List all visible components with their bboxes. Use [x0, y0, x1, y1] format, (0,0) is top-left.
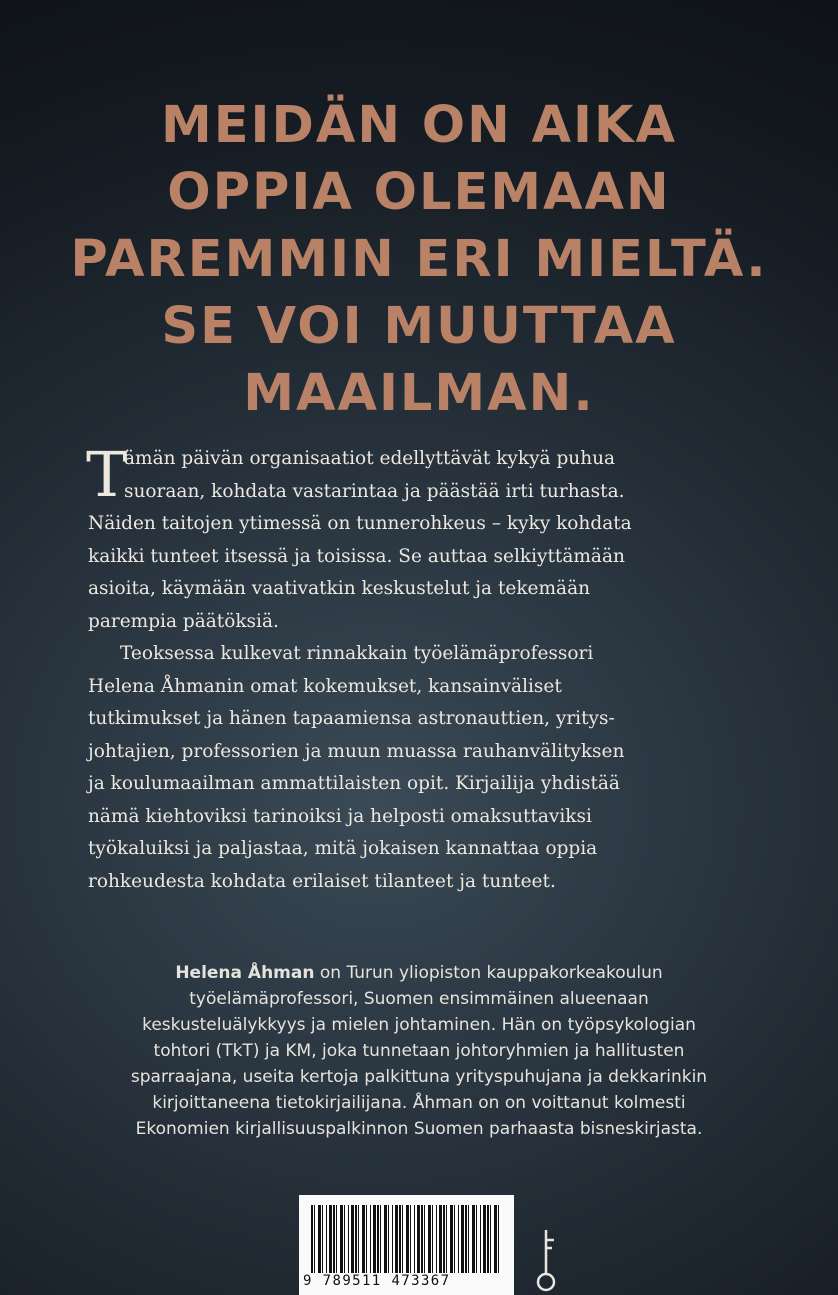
- paragraph-2-line: johtajien, professorien ja muun muassa rauhanvälityksen: [88, 740, 625, 762]
- paragraph-2-line: nämä kiehtoviksi tarinoiksi ja helposti omaksuttaviksi: [88, 805, 592, 827]
- barcode: [299, 1195, 514, 1295]
- paragraph-1-line: kaikki tunteet itsessä ja toisissa. Se auttaa selkiyttämään: [88, 545, 625, 567]
- paragraph-1-line: Näiden taitojen ytimessä on tunnerohkeus – kyky kohdata: [88, 513, 632, 534]
- paragraph-1-line: suoraan, kohdata vastarintaa ja päästää irti turhasta.: [124, 480, 625, 502]
- bio-line: kirjoittaneena tietokirjailijana. Åhman on on voittanut kolmesti: [152, 1093, 686, 1113]
- bio-line: sparraajana, useita kertoja palkittuna yrityspuhujana ja dekkarinkin: [130, 1067, 708, 1087]
- author-name: Helena Åhman: [175, 963, 315, 983]
- paragraph-1-line: asioita, käymään vaativatkin keskustelut ja tekemään: [88, 578, 591, 599]
- paragraph-2-line: Teoksessa kulkevat rinnakkain työelämäprofessori: [120, 643, 594, 664]
- bio-line: [60, 960, 778, 986]
- paragraph-2-line: Helena Åhmanin omat kokemukset, kansainväliset: [88, 675, 562, 697]
- paragraph-1-line: parempia päätöksiä.: [88, 610, 279, 632]
- bio-line: tohtori (TkT) ja KM, joka tunnetaan johtoryhmien ja hallitusten: [153, 1041, 685, 1061]
- paragraph-2-line: tutkimukset ja hänen tapaamiensa astronauttien, yritys-: [88, 708, 615, 729]
- paragraph-2-line: rohkeudesta kohdata erilaiset tilanteet ja tunteet.: [88, 870, 556, 892]
- paragraph-1: [86, 438, 756, 638]
- author-bio: [60, 960, 778, 1142]
- key-icon: [532, 1228, 560, 1294]
- paragraph-2-line: ja koulumaailman ammattilaisten opit. Kirjailija yhdistää: [88, 773, 620, 794]
- bio-line: keskusteluälykkyys ja mielen johtaminen. Hän on työpsykologian: [142, 1015, 696, 1035]
- headline-line-4: SE VOI MUUTTAA: [161, 297, 677, 356]
- drop-cap: T: [86, 438, 128, 511]
- bio-line-rest: on Turun yliopiston kauppakorkeakoulun: [314, 963, 663, 983]
- barcode-bars: [311, 1205, 501, 1273]
- headline-line-2: OPPIA OLEMAAN: [167, 163, 671, 222]
- paragraph-2: [88, 638, 756, 898]
- headline-line-5: MAAILMAN.: [243, 364, 595, 423]
- paragraph-1-line: ämän päivän organisaatiot edellyttävät kykyä puhua: [124, 448, 616, 469]
- bio-line: Ekonomien kirjallisuuspalkinnon Suomen parhaasta bisneskirjasta.: [135, 1119, 703, 1139]
- headline-line-3: PAREMMIN ERI MIELTÄ.: [70, 230, 768, 289]
- headline: [0, 92, 838, 427]
- isbn-number: 9 789511 473367: [303, 1273, 451, 1289]
- headline-line-1: MEIDÄN ON AIKA: [160, 96, 678, 155]
- blurb: [86, 438, 756, 898]
- paragraph-2-line: työkaluiksi ja paljastaa, mitä jokaisen kannattaa oppia: [88, 838, 598, 859]
- bio-line: työelämäprofessori, Suomen ensimmäinen alueenaan: [189, 989, 649, 1009]
